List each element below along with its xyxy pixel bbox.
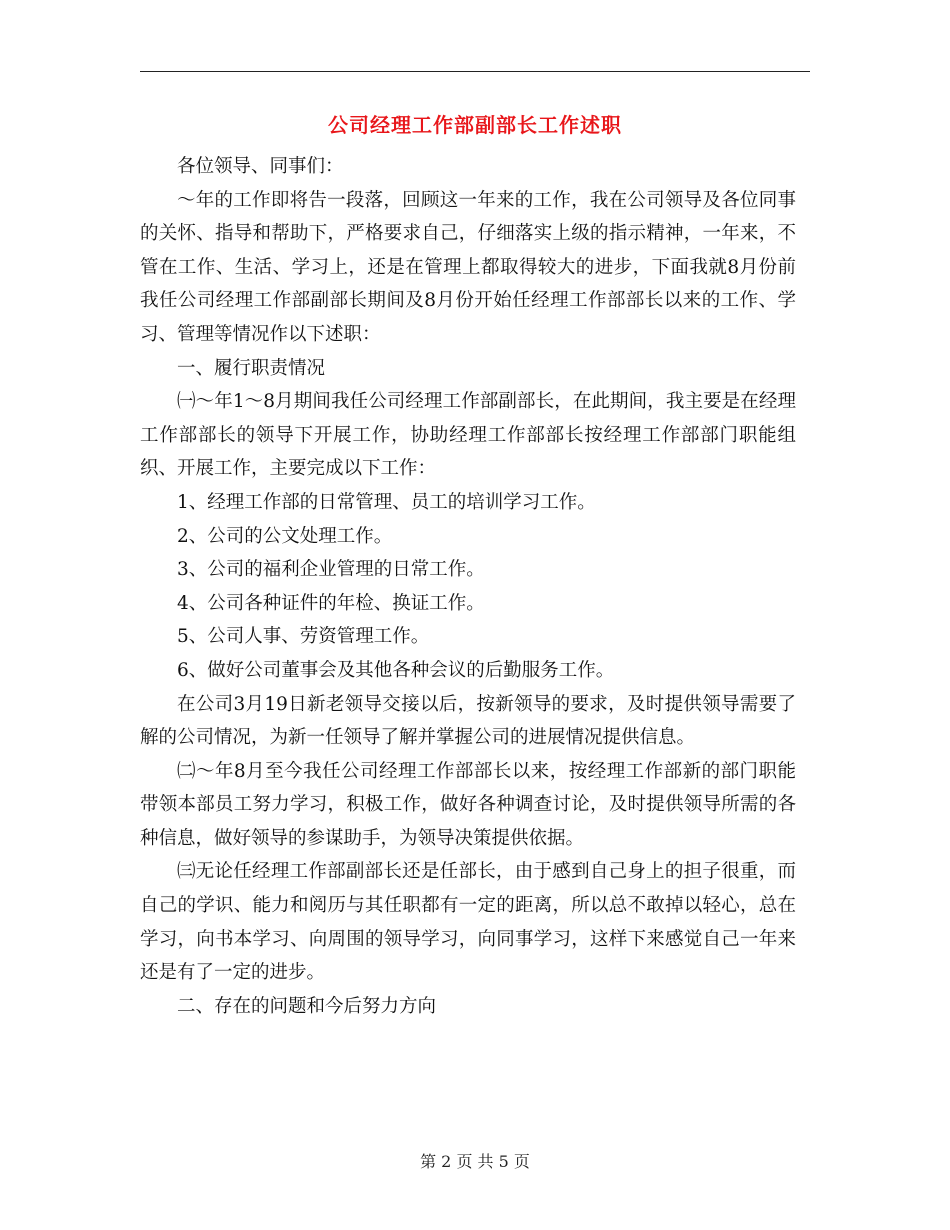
list-item: 6、做好公司董事会及其他各种会议的后勤服务工作。 [177, 659, 615, 681]
paragraph-intro: ～年的工作即将告一段落，回顾这一年来的工作，我在公司领导及各位同事的关怀、指导和帮助下，严格要求自己，仔细落实上级的指示精神，一年来，不管在工作、生活、学习上，还是在管理上都取得较大的进步，下面我就8月份前我任公司经理工作部副部长期间及8月份开始任经理工作部部长以来的工作、学习、管理等情况作以下述职： [140, 189, 796, 345]
list-item: 5、公司人事、劳资管理工作。 [177, 626, 430, 648]
header-rule [140, 71, 810, 72]
paragraph-salutation: 各位领导、同事们： [177, 156, 344, 177]
list-item: 1、经理工作部的日常管理、员工的培训学习工作。 [177, 491, 596, 513]
section-heading-duties: 一、履行职责情况 [177, 357, 326, 379]
paragraph-learning: ㈢无论任经理工作部副部长还是任部长，由于感到自己身上的担子很重，而自己的学识、能力和阅历与其任职都有一定的距离，所以总不敢掉以轻心，总在学习，向书本学习、向周围的领导学习，向同事学习，这样下来感觉自己一年来还是有了一定的进步。 [140, 861, 796, 984]
paragraph-director-period: ㈡～年8月至今我任公司经理工作部部长以来，按经理工作部新的部门职能带领本部员工努力学习，积极工作，做好各种调查讨论，及时提供领导所需的各种信息，做好领导的参谋助手，为领导决策提供依据。 [140, 760, 796, 849]
paragraph-deputy-period: ㈠～年1～8月期间我任公司经理工作部副部长，在此期间，我主要是在经理工作部部长的领导下开展工作，协助经理工作部部长按经理工作部部门职能组织、开展工作，主要完成以下工作： [140, 391, 796, 480]
list-item: 2、公司的公文处理工作。 [177, 525, 393, 547]
page-number: 第 2 页 共 5 页 [420, 1152, 530, 1171]
document-title: 公司经理工作部副部长工作述职 [328, 113, 622, 137]
paragraph-leadership-handover: 在公司3月19日新老领导交接以后，按新领导的要求，及时提供领导需要了解的公司情况，为新一任领导了解并掌握公司的进展情况提供信息。 [140, 693, 796, 749]
list-item: 4、公司各种证件的年检、换证工作。 [177, 592, 485, 614]
section-heading-problems: 二、存在的问题和今后努力方向 [177, 995, 437, 1017]
list-item: 3、公司的福利企业管理的日常工作。 [177, 559, 485, 581]
document-body [140, 150, 796, 1023]
